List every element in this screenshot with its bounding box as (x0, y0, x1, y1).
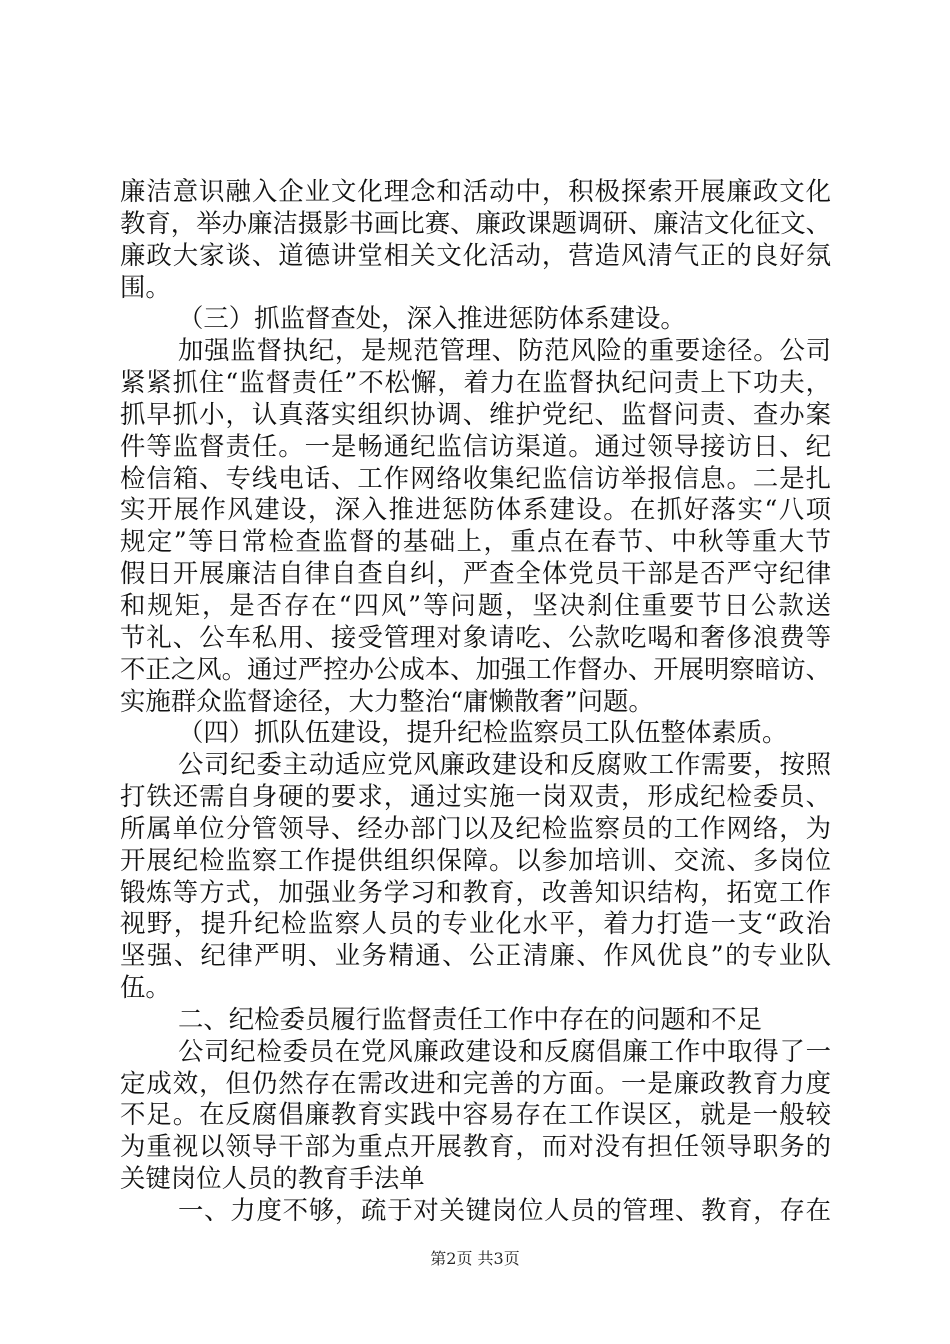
document-body (120, 176, 831, 1227)
text-line: 公司纪委主动适应党风廉政建设和反腐败工作需要，按照 (178, 749, 831, 780)
text-line: 抓早抓小，认真落实组织协调、维护党纪、监督问责、查办案 (120, 398, 831, 429)
text-line: 规定”等日常检查监督的基础上，重点在春节、中秋等重大节 (120, 526, 831, 557)
text-line: 加强监督执纪，是规范管理、防范风险的重要途径。公司 (178, 335, 831, 366)
text-line: 检信箱、专线电话、工作网络收集纪监信访举报信息。二是扎 (120, 462, 831, 493)
text-line: 关键岗位人员的教育手法单 (120, 1163, 425, 1194)
text-line: 伍。 (120, 972, 171, 1003)
text-line: 和规矩，是否存在“四风”等问题，坚决刹住重要节日公款送 (120, 589, 831, 620)
text-line: （三）抓监督查处，深入推进惩防体系建设。 (178, 303, 686, 334)
text-line: 一、力度不够，疏于对关键岗位人员的管理、教育，存在 (178, 1195, 831, 1225)
text-line: 廉洁意识融入企业文化理念和活动中，积极探索开展廉政文化 (120, 176, 831, 206)
text-line: 教育，举办廉洁摄影书画比赛、廉政课题调研、廉洁文化征文、 (120, 207, 831, 238)
text-line: 开展纪检监察工作提供组织保障。以参加培训、交流、多岗位 (120, 844, 831, 875)
text-line: 围。 (120, 271, 171, 302)
text-line: 为重视以领导干部为重点开展教育，而对没有担任领导职务的 (120, 1131, 831, 1162)
text-line: 公司纪检委员在党风廉政建设和反腐倡廉工作中取得了一 (178, 1035, 831, 1066)
text-line: 节礼、公车私用、接受管理对象请吃、公款吃喝和奢侈浪费等 (120, 621, 831, 652)
text-line: （四）抓队伍建设，提升纪检监察员工队伍整体素质。 (178, 717, 788, 748)
text-line: 实施群众监督途径，大力整治“庸懒散奢”问题。 (120, 685, 654, 716)
text-line: 件等监督责任。一是畅通纪监信访渠道。通过领导接访日、纪 (120, 430, 831, 461)
text-line: 所属单位分管领导、经办部门以及纪检监察员的工作网络，为 (120, 812, 831, 843)
text-line: 不足。在反腐倡廉教育实践中容易存在工作误区，就是一般较 (120, 1099, 831, 1130)
text-line: 定成效，但仍然存在需改进和完善的方面。一是廉政教育力度 (120, 1067, 831, 1098)
text-line: 紧紧抓住“监督责任”不松懈，着力在监督执纪问责上下功夫， (120, 367, 831, 398)
text-line: 视野，提升纪检监察人员的专业化水平，着力打造一支“政治 (120, 908, 831, 939)
text-line: 锻炼等方式，加强业务学习和教育，改善知识结构，拓宽工作 (120, 876, 831, 907)
text-line: 实开展作风建设，深入推进惩防体系建设。在抓好落实“八项 (120, 494, 831, 525)
page-footer: 第2页 共3页 (430, 1249, 520, 1268)
text-line: 二、纪检委员履行监督责任工作中存在的问题和不足 (178, 1003, 762, 1034)
text-line: 廉政大家谈、道德讲堂相关文化活动，营造风清气正的良好氛 (120, 239, 831, 270)
text-line: 打铁还需自身硬的要求，通过实施一岗双责，形成纪检委员、 (120, 781, 831, 812)
text-line: 坚强、纪律严明、业务精通、公正清廉、作风优良”的专业队 (120, 940, 831, 971)
text-line: 假日开展廉洁自律自查自纠，严查全体党员干部是否严守纪律 (120, 558, 831, 589)
text-line: 不正之风。通过严控办公成本、加强工作督办、开展明察暗访、 (120, 653, 831, 684)
